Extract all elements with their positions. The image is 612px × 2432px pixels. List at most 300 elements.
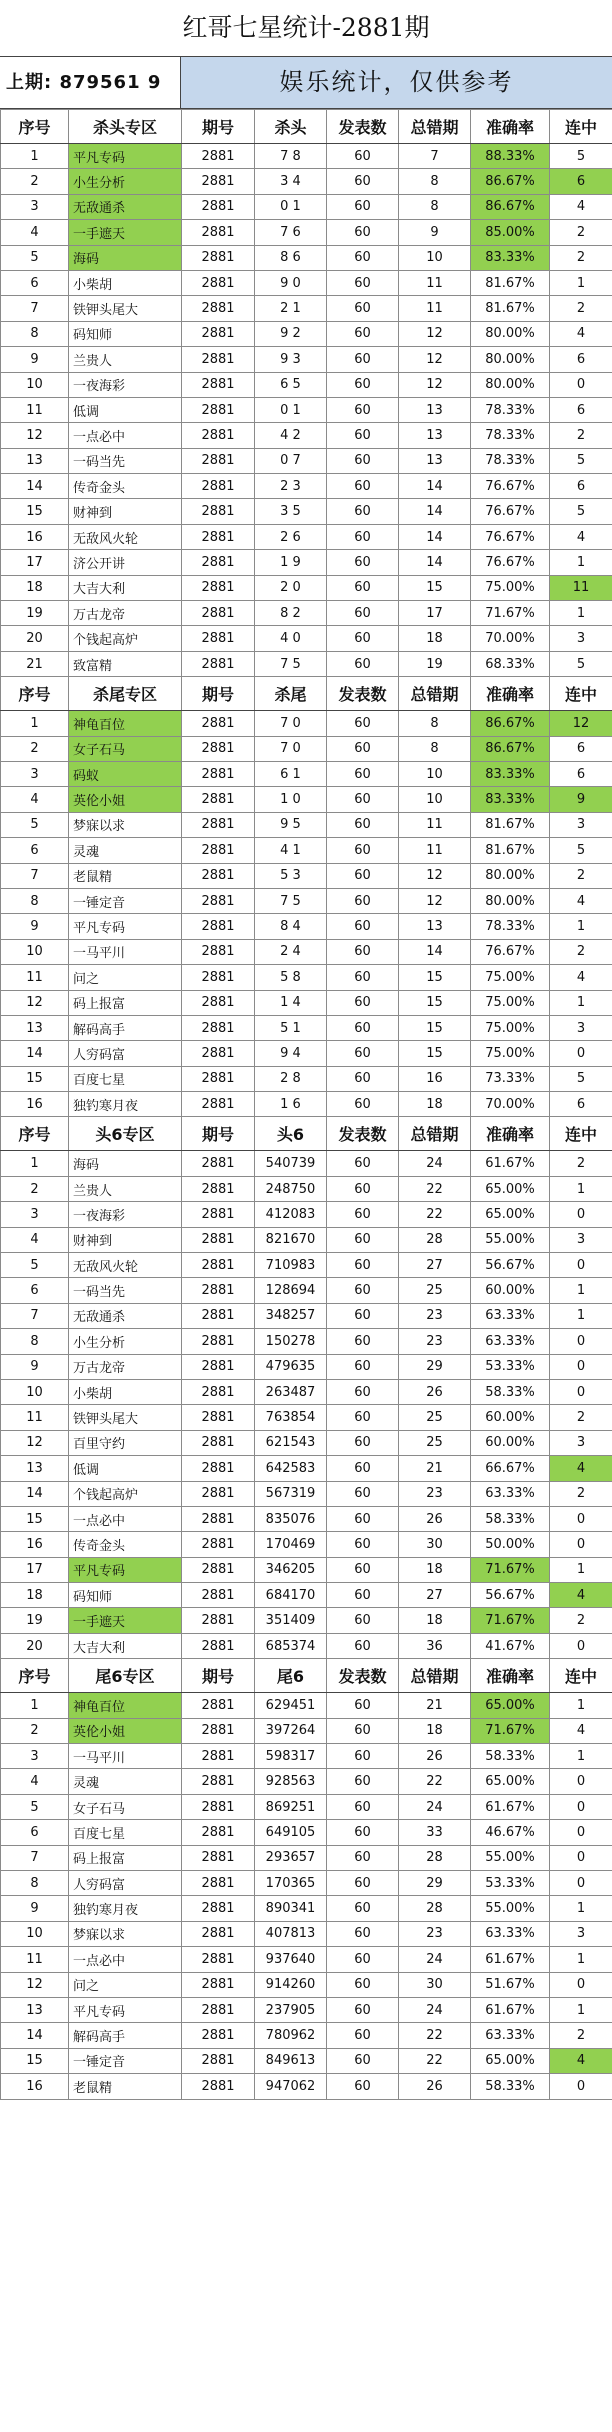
period-cell: 2881 — [182, 1227, 255, 1252]
rank-cell: 6 — [1, 1278, 69, 1303]
total-misses-cell: 30 — [399, 1532, 471, 1557]
expert-name-cell: 英伦小姐 — [69, 787, 182, 812]
rank-cell: 3 — [1, 1202, 69, 1227]
total-misses-cell: 27 — [399, 1253, 471, 1278]
table-row — [1, 1921, 612, 1946]
total-misses-cell: 10 — [399, 761, 471, 786]
page-title: 红哥七星统计-2881期 — [0, 0, 612, 57]
total-misses-cell: 12 — [399, 321, 471, 346]
table-row — [1, 296, 612, 321]
total-misses-cell: 15 — [399, 575, 471, 600]
table-row — [1, 965, 612, 990]
rank-cell: 12 — [1, 1430, 69, 1455]
expert-name-cell: 灵魂 — [69, 1769, 182, 1794]
period-cell: 2881 — [182, 965, 255, 990]
column-header-accuracy: 准确率 — [471, 1117, 550, 1151]
streak-cell: 1 — [550, 1176, 612, 1201]
streak-cell: 6 — [550, 397, 612, 422]
published-count-cell: 60 — [327, 1176, 399, 1201]
expert-name-cell: 百里守约 — [69, 1430, 182, 1455]
total-misses-cell: 27 — [399, 1583, 471, 1608]
column-header-published-count: 发表数 — [327, 677, 399, 711]
expert-name-cell: 济公开讲 — [69, 550, 182, 575]
rank-cell: 13 — [1, 1456, 69, 1481]
total-misses-cell: 12 — [399, 888, 471, 913]
expert-name-cell: 解码高手 — [69, 2023, 182, 2048]
published-count-cell: 60 — [327, 1972, 399, 1997]
total-misses-cell: 23 — [399, 1329, 471, 1354]
table-row — [1, 1532, 612, 1557]
expert-name-cell: 平凡专码 — [69, 1997, 182, 2022]
total-misses-cell: 22 — [399, 1202, 471, 1227]
period-cell: 2881 — [182, 245, 255, 270]
period-cell: 2881 — [182, 1744, 255, 1769]
published-count-cell: 60 — [327, 1583, 399, 1608]
prediction-cell: 2 0 — [255, 575, 327, 600]
published-count-cell: 60 — [327, 144, 399, 169]
total-misses-cell: 16 — [399, 1066, 471, 1091]
streak-cell: 4 — [550, 888, 612, 913]
published-count-cell: 60 — [327, 1744, 399, 1769]
rank-cell: 8 — [1, 321, 69, 346]
streak-cell: 0 — [550, 1506, 612, 1531]
table-row — [1, 761, 612, 786]
accuracy-cell: 61.67% — [471, 1947, 550, 1972]
column-header-total-misses: 总错期 — [399, 677, 471, 711]
published-count-cell: 60 — [327, 1820, 399, 1845]
period-cell: 2881 — [182, 270, 255, 295]
period-cell: 2881 — [182, 626, 255, 651]
streak-cell: 0 — [550, 2074, 612, 2099]
published-count-cell: 60 — [327, 1092, 399, 1117]
expert-name-cell: 问之 — [69, 965, 182, 990]
expert-name-cell: 神龟百位 — [69, 711, 182, 736]
table-row — [1, 1176, 612, 1201]
prediction-cell: 170365 — [255, 1871, 327, 1896]
table-row — [1, 1506, 612, 1531]
period-cell: 2881 — [182, 1532, 255, 1557]
table-row — [1, 1896, 612, 1921]
column-header-published-count: 发表数 — [327, 1117, 399, 1151]
rank-cell: 6 — [1, 838, 69, 863]
column-header-expert-name: 尾6专区 — [69, 1659, 182, 1693]
rank-cell: 10 — [1, 1921, 69, 1946]
total-misses-cell: 15 — [399, 990, 471, 1015]
column-header-total-misses: 总错期 — [399, 1117, 471, 1151]
column-header-period: 期号 — [182, 1659, 255, 1693]
prediction-cell: 6 1 — [255, 761, 327, 786]
period-cell: 2881 — [182, 169, 255, 194]
total-misses-cell: 28 — [399, 1845, 471, 1870]
rank-cell: 11 — [1, 1405, 69, 1430]
accuracy-cell: 58.33% — [471, 1744, 550, 1769]
published-count-cell: 60 — [327, 626, 399, 651]
rank-cell: 8 — [1, 888, 69, 913]
accuracy-cell: 55.00% — [471, 1845, 550, 1870]
accuracy-cell: 76.67% — [471, 550, 550, 575]
rank-cell: 11 — [1, 965, 69, 990]
rank-cell: 7 — [1, 1845, 69, 1870]
accuracy-cell: 80.00% — [471, 863, 550, 888]
published-count-cell: 60 — [327, 245, 399, 270]
total-misses-cell: 14 — [399, 499, 471, 524]
streak-cell: 11 — [550, 575, 612, 600]
streak-cell: 1 — [550, 1997, 612, 2022]
streak-cell: 1 — [550, 601, 612, 626]
expert-name-cell: 码上报富 — [69, 990, 182, 1015]
streak-cell: 0 — [550, 1769, 612, 1794]
expert-name-cell: 灵魂 — [69, 838, 182, 863]
total-misses-cell: 23 — [399, 1921, 471, 1946]
table-row — [1, 1430, 612, 1455]
expert-name-cell: 平凡专码 — [69, 144, 182, 169]
total-misses-cell: 11 — [399, 270, 471, 295]
table-row — [1, 1202, 612, 1227]
expert-name-cell: 英伦小姐 — [69, 1718, 182, 1743]
streak-cell: 4 — [550, 965, 612, 990]
prediction-cell: 351409 — [255, 1608, 327, 1633]
prediction-cell: 9 0 — [255, 270, 327, 295]
period-cell: 2881 — [182, 397, 255, 422]
prediction-cell: 5 3 — [255, 863, 327, 888]
accuracy-cell: 81.67% — [471, 296, 550, 321]
rank-cell: 9 — [1, 1896, 69, 1921]
published-count-cell: 60 — [327, 1202, 399, 1227]
total-misses-cell: 26 — [399, 1506, 471, 1531]
rank-cell: 5 — [1, 245, 69, 270]
section-header-row — [1, 110, 612, 144]
table-row — [1, 939, 612, 964]
streak-cell: 4 — [550, 1583, 612, 1608]
rank-cell: 14 — [1, 2023, 69, 2048]
streak-cell: 0 — [550, 1253, 612, 1278]
published-count-cell: 60 — [327, 220, 399, 245]
column-header-streak: 连中 — [550, 1659, 612, 1693]
table-row — [1, 626, 612, 651]
total-misses-cell: 28 — [399, 1896, 471, 1921]
streak-cell: 0 — [550, 1354, 612, 1379]
table-row — [1, 194, 612, 219]
period-cell: 2881 — [182, 1430, 255, 1455]
published-count-cell: 60 — [327, 296, 399, 321]
prediction-cell: 4 0 — [255, 626, 327, 651]
prediction-cell: 684170 — [255, 1583, 327, 1608]
rank-cell: 6 — [1, 1820, 69, 1845]
total-misses-cell: 14 — [399, 939, 471, 964]
column-header-rank: 序号 — [1, 110, 69, 144]
table-row — [1, 736, 612, 761]
prediction-cell: 649105 — [255, 1820, 327, 1845]
accuracy-cell: 68.33% — [471, 651, 550, 676]
prediction-cell: 397264 — [255, 1718, 327, 1743]
prediction-cell: 263487 — [255, 1379, 327, 1404]
rank-cell: 1 — [1, 1151, 69, 1176]
rank-cell: 7 — [1, 863, 69, 888]
published-count-cell: 60 — [327, 1871, 399, 1896]
streak-cell: 5 — [550, 144, 612, 169]
table-row — [1, 1972, 612, 1997]
total-misses-cell: 7 — [399, 144, 471, 169]
period-cell: 2881 — [182, 1769, 255, 1794]
rank-cell: 16 — [1, 524, 69, 549]
published-count-cell: 60 — [327, 1794, 399, 1819]
prediction-cell: 8 2 — [255, 601, 327, 626]
streak-cell: 3 — [550, 1921, 612, 1946]
period-cell: 2881 — [182, 1354, 255, 1379]
rank-cell: 7 — [1, 296, 69, 321]
expert-name-cell: 女子石马 — [69, 1794, 182, 1819]
prediction-cell: 7 5 — [255, 888, 327, 913]
total-misses-cell: 8 — [399, 169, 471, 194]
period-cell: 2881 — [182, 372, 255, 397]
streak-cell: 0 — [550, 1202, 612, 1227]
expert-name-cell: 平凡专码 — [69, 1557, 182, 1582]
published-count-cell: 60 — [327, 524, 399, 549]
period-cell: 2881 — [182, 524, 255, 549]
published-count-cell: 60 — [327, 787, 399, 812]
rank-cell: 9 — [1, 914, 69, 939]
streak-cell: 12 — [550, 711, 612, 736]
prediction-cell: 869251 — [255, 1794, 327, 1819]
streak-cell: 3 — [550, 1430, 612, 1455]
total-misses-cell: 22 — [399, 1769, 471, 1794]
rank-cell: 21 — [1, 651, 69, 676]
published-count-cell: 60 — [327, 474, 399, 499]
accuracy-cell: 76.67% — [471, 939, 550, 964]
period-cell: 2881 — [182, 914, 255, 939]
column-header-streak: 连中 — [550, 110, 612, 144]
rank-cell: 5 — [1, 812, 69, 837]
period-cell: 2881 — [182, 220, 255, 245]
period-cell: 2881 — [182, 1379, 255, 1404]
column-header-prediction: 杀头 — [255, 110, 327, 144]
accuracy-cell: 65.00% — [471, 2048, 550, 2073]
total-misses-cell: 18 — [399, 1718, 471, 1743]
table-row — [1, 2023, 612, 2048]
rank-cell: 10 — [1, 939, 69, 964]
expert-name-cell: 一手遮天 — [69, 220, 182, 245]
total-misses-cell: 15 — [399, 965, 471, 990]
rank-cell: 8 — [1, 1871, 69, 1896]
table-row — [1, 474, 612, 499]
period-cell: 2881 — [182, 550, 255, 575]
table-row — [1, 550, 612, 575]
streak-cell: 2 — [550, 296, 612, 321]
published-count-cell: 60 — [327, 1845, 399, 1870]
prediction-cell: 780962 — [255, 2023, 327, 2048]
column-header-prediction: 头6 — [255, 1117, 327, 1151]
streak-cell: 0 — [550, 1820, 612, 1845]
streak-cell: 5 — [550, 838, 612, 863]
accuracy-cell: 78.33% — [471, 914, 550, 939]
expert-name-cell: 一点必中 — [69, 1947, 182, 1972]
period-cell: 2881 — [182, 347, 255, 372]
period-cell: 2881 — [182, 1278, 255, 1303]
published-count-cell: 60 — [327, 448, 399, 473]
total-misses-cell: 33 — [399, 1820, 471, 1845]
published-count-cell: 60 — [327, 194, 399, 219]
streak-cell: 4 — [550, 524, 612, 549]
prediction-cell: 2 6 — [255, 524, 327, 549]
published-count-cell: 60 — [327, 1481, 399, 1506]
prediction-cell: 642583 — [255, 1456, 327, 1481]
total-misses-cell: 18 — [399, 626, 471, 651]
period-cell: 2881 — [182, 144, 255, 169]
rank-cell: 4 — [1, 787, 69, 812]
expert-name-cell: 兰贵人 — [69, 347, 182, 372]
published-count-cell: 60 — [327, 812, 399, 837]
rank-cell: 2 — [1, 736, 69, 761]
streak-cell: 2 — [550, 939, 612, 964]
table-row — [1, 499, 612, 524]
rank-cell: 4 — [1, 1769, 69, 1794]
total-misses-cell: 9 — [399, 220, 471, 245]
streak-cell: 6 — [550, 474, 612, 499]
expert-name-cell: 一马平川 — [69, 939, 182, 964]
accuracy-cell: 86.67% — [471, 194, 550, 219]
column-header-accuracy: 准确率 — [471, 677, 550, 711]
total-misses-cell: 24 — [399, 1794, 471, 1819]
accuracy-cell: 86.67% — [471, 711, 550, 736]
published-count-cell: 60 — [327, 1253, 399, 1278]
total-misses-cell: 18 — [399, 1557, 471, 1582]
published-count-cell: 60 — [327, 1329, 399, 1354]
published-count-cell: 60 — [327, 1354, 399, 1379]
expert-name-cell: 财神到 — [69, 1227, 182, 1252]
table-row — [1, 321, 612, 346]
accuracy-cell: 78.33% — [471, 423, 550, 448]
accuracy-cell: 60.00% — [471, 1278, 550, 1303]
accuracy-cell: 56.67% — [471, 1583, 550, 1608]
accuracy-cell: 86.67% — [471, 169, 550, 194]
table-row — [1, 397, 612, 422]
table-row — [1, 220, 612, 245]
period-cell: 2881 — [182, 1972, 255, 1997]
streak-cell: 2 — [550, 1405, 612, 1430]
expert-name-cell: 问之 — [69, 1972, 182, 1997]
rank-cell: 15 — [1, 499, 69, 524]
prediction-cell: 128694 — [255, 1278, 327, 1303]
expert-name-cell: 大吉大利 — [69, 1633, 182, 1658]
expert-name-cell: 个钱起高炉 — [69, 626, 182, 651]
published-count-cell: 60 — [327, 397, 399, 422]
published-count-cell: 60 — [327, 1430, 399, 1455]
total-misses-cell: 23 — [399, 1303, 471, 1328]
streak-cell: 3 — [550, 812, 612, 837]
period-cell: 2881 — [182, 1947, 255, 1972]
total-misses-cell: 28 — [399, 1227, 471, 1252]
prediction-cell: 4 2 — [255, 423, 327, 448]
prediction-cell: 150278 — [255, 1329, 327, 1354]
accuracy-cell: 58.33% — [471, 2074, 550, 2099]
streak-cell: 2 — [550, 423, 612, 448]
table-row — [1, 1794, 612, 1819]
published-count-cell: 60 — [327, 1151, 399, 1176]
prediction-cell: 407813 — [255, 1921, 327, 1946]
total-misses-cell: 8 — [399, 711, 471, 736]
total-misses-cell: 17 — [399, 601, 471, 626]
published-count-cell: 60 — [327, 838, 399, 863]
table-row — [1, 448, 612, 473]
table-row — [1, 1744, 612, 1769]
total-misses-cell: 10 — [399, 245, 471, 270]
streak-cell: 0 — [550, 372, 612, 397]
prediction-cell: 7 5 — [255, 651, 327, 676]
table-row — [1, 1947, 612, 1972]
total-misses-cell: 19 — [399, 651, 471, 676]
rank-cell: 14 — [1, 1041, 69, 1066]
expert-name-cell: 梦寐以求 — [69, 812, 182, 837]
prediction-cell: 2 3 — [255, 474, 327, 499]
prediction-cell: 479635 — [255, 1354, 327, 1379]
period-cell: 2881 — [182, 1176, 255, 1201]
prediction-cell: 937640 — [255, 1947, 327, 1972]
expert-name-cell: 财神到 — [69, 499, 182, 524]
published-count-cell: 60 — [327, 1303, 399, 1328]
streak-cell: 6 — [550, 169, 612, 194]
prediction-cell: 914260 — [255, 1972, 327, 1997]
rank-cell: 20 — [1, 1633, 69, 1658]
period-cell: 2881 — [182, 1693, 255, 1718]
prediction-cell: 0 1 — [255, 397, 327, 422]
accuracy-cell: 58.33% — [471, 1506, 550, 1531]
accuracy-cell: 83.33% — [471, 761, 550, 786]
column-header-expert-name: 杀头专区 — [69, 110, 182, 144]
streak-cell: 6 — [550, 1092, 612, 1117]
streak-cell: 1 — [550, 1896, 612, 1921]
published-count-cell: 60 — [327, 939, 399, 964]
prediction-cell: 1 4 — [255, 990, 327, 1015]
rank-cell: 15 — [1, 2048, 69, 2073]
total-misses-cell: 18 — [399, 1608, 471, 1633]
published-count-cell: 60 — [327, 1405, 399, 1430]
table-row — [1, 1278, 612, 1303]
expert-name-cell: 小柴胡 — [69, 1379, 182, 1404]
rank-cell: 15 — [1, 1506, 69, 1531]
streak-cell: 0 — [550, 1532, 612, 1557]
period-cell: 2881 — [182, 499, 255, 524]
rank-cell: 11 — [1, 1947, 69, 1972]
streak-cell: 4 — [550, 321, 612, 346]
prediction-cell: 3 5 — [255, 499, 327, 524]
streak-cell: 2 — [550, 1481, 612, 1506]
period-cell: 2881 — [182, 863, 255, 888]
column-header-prediction: 杀尾 — [255, 677, 327, 711]
table-row — [1, 1066, 612, 1091]
rank-cell: 18 — [1, 575, 69, 600]
accuracy-cell: 85.00% — [471, 220, 550, 245]
total-misses-cell: 36 — [399, 1633, 471, 1658]
rank-cell: 3 — [1, 761, 69, 786]
column-header-published-count: 发表数 — [327, 110, 399, 144]
published-count-cell: 60 — [327, 1718, 399, 1743]
published-count-cell: 60 — [327, 1769, 399, 1794]
accuracy-cell: 80.00% — [471, 347, 550, 372]
column-header-total-misses: 总错期 — [399, 1659, 471, 1693]
expert-name-cell: 独钓寒月夜 — [69, 1092, 182, 1117]
expert-name-cell: 老鼠精 — [69, 863, 182, 888]
rank-cell: 14 — [1, 1481, 69, 1506]
accuracy-cell: 63.33% — [471, 1303, 550, 1328]
rank-cell: 5 — [1, 1794, 69, 1819]
accuracy-cell: 83.33% — [471, 787, 550, 812]
accuracy-cell: 86.67% — [471, 736, 550, 761]
prediction-cell: 248750 — [255, 1176, 327, 1201]
accuracy-cell: 51.67% — [471, 1972, 550, 1997]
table-row — [1, 888, 612, 913]
accuracy-cell: 53.33% — [471, 1354, 550, 1379]
accuracy-cell: 71.67% — [471, 1557, 550, 1582]
